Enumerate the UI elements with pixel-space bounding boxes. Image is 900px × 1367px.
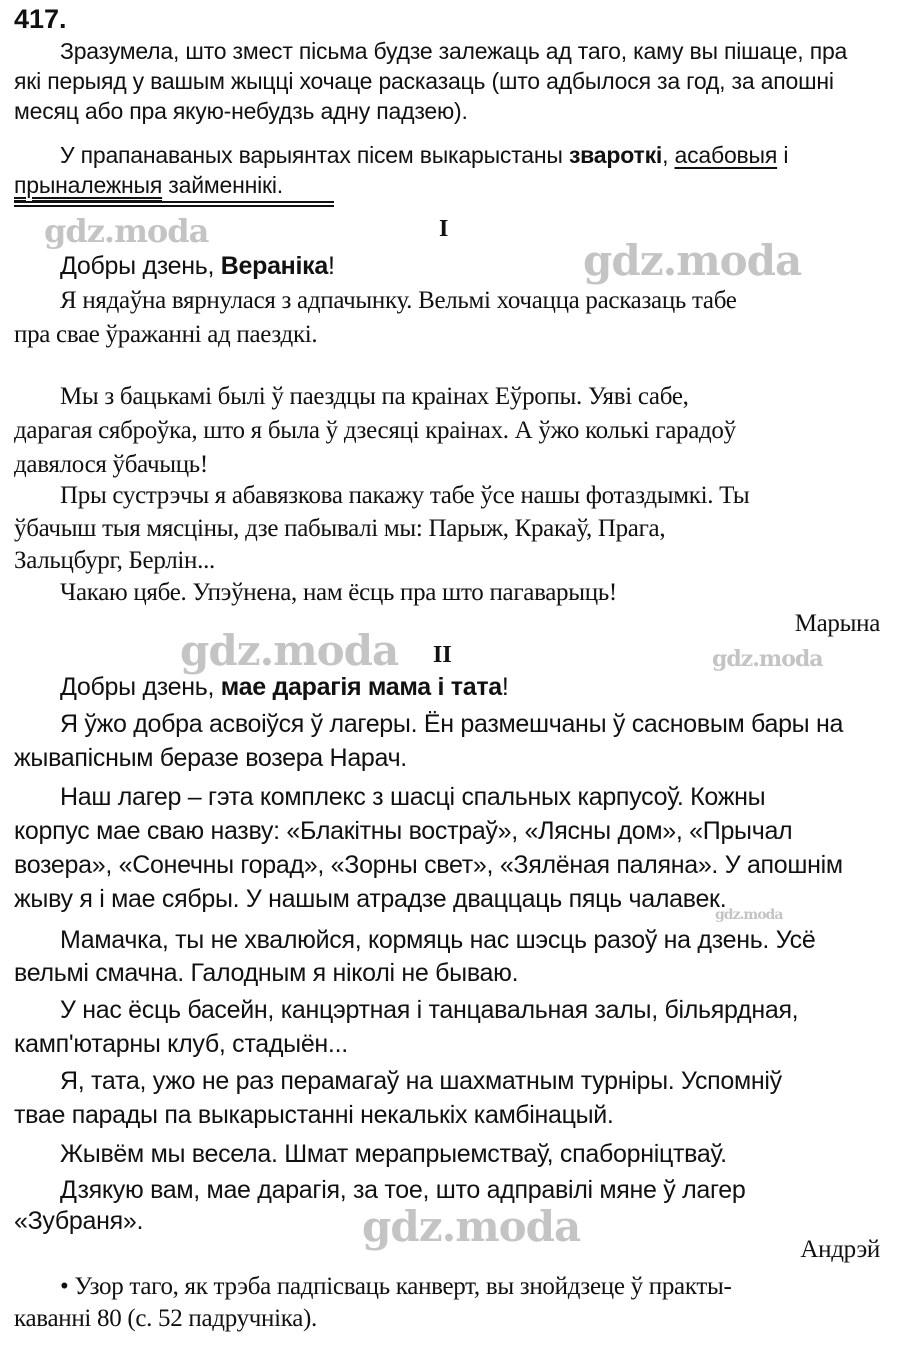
letter-2-line-12: твае парады па выкарыстанні некалькіх камбінацый. xyxy=(14,1101,614,1129)
letter-2-greeting: Добры дзень, мае дарагія мама і тата! xyxy=(60,673,509,701)
letter-2-line-15: «Зубраня». xyxy=(14,1207,144,1235)
term-possessive: прыналежныя xyxy=(14,172,163,198)
letter-1-line-7: ўбачыш тыя мясціны, дзе пабывалі мы: Парыж, Кракаў, Прага, xyxy=(14,515,666,542)
watermark-logo: gdz.moda xyxy=(362,1202,581,1251)
letter-1-numeral: I xyxy=(439,216,449,242)
letter-2-line-4: корпус мае сваю назву: «Блакітны востраў», «Лясны дом», «Прычал xyxy=(14,817,793,845)
letter-2-addressee: мае дарагія мама і тата xyxy=(220,673,502,701)
letter-1-line-8: Зальцбург, Берлін... xyxy=(14,547,215,574)
exercise-number: 417. xyxy=(14,4,67,34)
footnote-line-2: каванні 80 (с. 52 падручніка). xyxy=(14,1305,318,1332)
watermark-logo: gdz.moda xyxy=(712,646,823,672)
term-address: звароткі xyxy=(568,142,663,168)
letter-2-line-7: Мамачка, ты не хвалюйся, кормяць нас шэсць разоў на дзень. Усё xyxy=(60,926,816,954)
note-line-1: У прапанаваных варыянтах пісем выкарыстаны звароткі, асабовыя і xyxy=(60,142,789,168)
letter-1-line-9: Чакаю цябе. Упэўнена, нам ёсць пра што пагаварыць! xyxy=(60,579,617,606)
letter-2-line-8: вельмі смачна. Галодным я ніколі не бываю. xyxy=(14,959,519,987)
letter-1-line-1: Я нядаўна вярнулася з адпачынку. Вельмі хочацца расказаць табе xyxy=(60,287,737,314)
letter-2-line-13: Жывём мы весела. Шмат мерапрыемстваў, спаборніцтваў. xyxy=(60,1140,727,1168)
note-line-2: прыналежныя займеннікі. xyxy=(14,172,283,198)
watermark-logo: gdz.moda xyxy=(715,907,783,923)
letter-1-line-6: Пры сустрэчы я абавязкова пакажу табе ўсе нашы фотаздымкі. Ты xyxy=(60,482,750,509)
letter-1-line-4: дарагая сяброўка, што я была ў дзесяці краінах. А ўжо колькі гарадоў xyxy=(14,417,736,444)
section-divider-second xyxy=(14,205,334,207)
intro-line-1: Зразумела, што змест пісьма будзе залежаць ад таго, каму вы пішаце, пра xyxy=(60,38,848,64)
intro-line-2: які перыяд у вашым жыцці хочаце расказаць (што адбылося за год, за апошні xyxy=(14,68,834,94)
letter-1-line-5: давялося ўбачыць! xyxy=(14,451,208,478)
letter-2-line-9: У нас ёсць басейн, канцэртная і танцавальная залы, більярдная, xyxy=(60,996,799,1024)
letter-2-signature: Андрэй xyxy=(800,1236,880,1263)
section-divider xyxy=(14,201,334,203)
letter-1-addressee: Вераніка xyxy=(220,252,328,280)
letter-1-line-3: Мы з бацькамі былі ў паездцы па краінах Еўропы. Уяві сабе, xyxy=(60,383,689,410)
watermark-logo: gdz.moda xyxy=(44,212,209,250)
letter-2-line-3: Наш лагер – гэта комплекс з шасці спальных карпусоў. Кожны xyxy=(60,783,766,811)
intro-line-3: месяц або пра якую-небудзь адну падзею). xyxy=(14,98,468,124)
letter-2-numeral: II xyxy=(433,642,452,668)
letter-2-line-10: камп'ютарны клуб, стадыён... xyxy=(14,1030,348,1058)
watermark-logo: gdz.moda xyxy=(583,236,802,285)
letter-2-line-2: жывапісным беразе возера Нарач. xyxy=(14,744,407,772)
letter-2-line-1: Я ўжо добра асвоіўся ў лагеры. Ён размешчаны ў сасновым бары на xyxy=(60,710,844,738)
letter-2-line-14: Дзякую вам, мае дарагія, за тое, што адправілі мяне ў лагер xyxy=(60,1176,746,1204)
letter-2-line-11: Я, тата, ужо не раз перамагаў на шахматным турніры. Успомніў xyxy=(60,1067,782,1095)
watermark-logo: gdz.moda xyxy=(180,626,399,675)
letter-1-line-2: пра свае ўражанні ад паездкі. xyxy=(14,321,318,348)
letter-1-greeting: Добры дзень, Вераніка! xyxy=(60,252,335,280)
letter-1-signature: Марына xyxy=(794,610,880,637)
term-personal: асабовыя xyxy=(674,142,778,168)
letter-2-line-6: жыву я і мае сябры. У нашым атрадзе дваццаць пяць чалавек. xyxy=(14,885,727,913)
letter-2-line-5: возера», «Сонечны горад», «Зорны свет», «Зялёная паляна». У апошнім xyxy=(14,851,843,879)
footnote-line-1: • Узор таго, як трэба падпісваць канверт, вы знойдзеце ў практы- xyxy=(60,1273,732,1300)
